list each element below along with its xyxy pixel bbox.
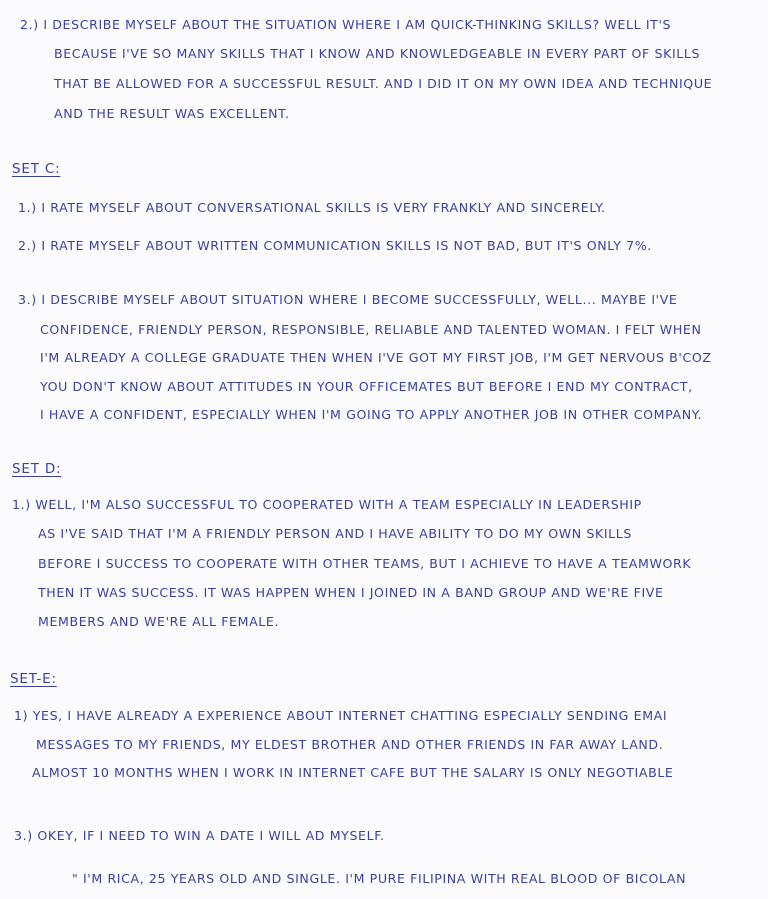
section-heading-set-d [12, 461, 61, 477]
set-c-line: I'M ALREADY A COLLEGE GRADUATE THEN WHEN I'VE GOT MY FIRST JOB, I'M GET NERVOUS B'COZ [40, 350, 712, 365]
set-e-label: SET-E: [10, 671, 57, 687]
set-e-line: " I'M RICA, 25 YEARS OLD AND SINGLE. I'M PURE FILIPINA WITH REAL BLOOD OF BICOLAN [72, 871, 687, 886]
set-d-line: AS I'VE SAID THAT I'M A FRIENDLY PERSON AND I HAVE ABILITY TO DO MY OWN SKILLS [38, 526, 632, 541]
intro-line: 2.) I DESCRIBE MYSELF ABOUT THE SITUATION WHERE I AM QUICK-THINKING SKILLS? WELL IT'S [20, 17, 672, 32]
set-c-line: 3.) I DESCRIBE MYSELF ABOUT SITUATION WHERE I BECOME SUCCESSFULLY, WELL... MAYBE I'VE [18, 292, 678, 307]
set-c-line: 2.) I RATE MYSELF ABOUT WRITTEN COMMUNICATION SKILLS IS NOT BAD, BUT IT'S ONLY 7%. [18, 238, 652, 253]
set-d-line: BEFORE I SUCCESS TO COOPERATE WITH OTHER TEAMS, BUT I ACHIEVE TO HAVE A TEAMWORK [38, 556, 692, 571]
set-c-label: SET C: [12, 161, 61, 177]
set-c-line: YOU DON'T KNOW ABOUT ATTITUDES IN YOUR OFFICEMATES BUT BEFORE I END MY CONTRACT, [40, 379, 693, 394]
set-c-line: I HAVE A CONFIDENT, ESPECIALLY WHEN I'M GOING TO APPLY ANOTHER JOB IN OTHER COMPANY. [40, 407, 703, 422]
set-c-line: CONFIDENCE, FRIENDLY PERSON, RESPONSIBLE, RELIABLE AND TALENTED WOMAN. I FELT WHEN [40, 322, 702, 337]
section-heading-set-c [12, 161, 60, 177]
set-d-line: THEN IT WAS SUCCESS. IT WAS HAPPEN WHEN I JOINED IN A BAND GROUP AND WE'RE FIVE [38, 585, 664, 600]
set-c-line: 1.) I RATE MYSELF ABOUT CONVERSATIONAL SKILLS IS VERY FRANKLY AND SINCERELY. [18, 200, 606, 215]
set-d-line: 1.) WELL, I'M ALSO SUCCESSFUL TO COOPERATED WITH A TEAM ESPECIALLY IN LEADERSHIP [12, 497, 642, 512]
set-d-label: SET D: [12, 461, 62, 477]
set-d-line: MEMBERS AND WE'RE ALL FEMALE. [38, 614, 280, 629]
intro-line: BECAUSE I'VE SO MANY SKILLS THAT I KNOW AND KNOWLEDGEABLE IN EVERY PART OF SKILLS [54, 46, 701, 61]
section-heading-set-e [10, 671, 57, 687]
set-e-line: ALMOST 10 MONTHS WHEN I WORK IN INTERNET CAFE BUT THE SALARY IS ONLY NEGOTIABLE [32, 765, 674, 780]
intro-line: THAT BE ALLOWED FOR A SUCCESSFUL RESULT. AND I DID IT ON MY OWN IDEA AND TECHNIQUE [54, 76, 713, 91]
set-e-line: MESSAGES TO MY FRIENDS, MY ELDEST BROTHER AND OTHER FRIENDS IN FAR AWAY LAND. [36, 737, 664, 752]
intro-line: AND THE RESULT WAS EXCELLENT. [54, 106, 290, 121]
set-e-line: 3.) OKEY, IF I NEED TO WIN A DATE I WILL AD MYSELF. [14, 828, 385, 843]
set-e-line: 1) YES, I HAVE ALREADY A EXPERIENCE ABOUT INTERNET CHATTING ESPECIALLY SENDING EMAI [14, 708, 668, 723]
